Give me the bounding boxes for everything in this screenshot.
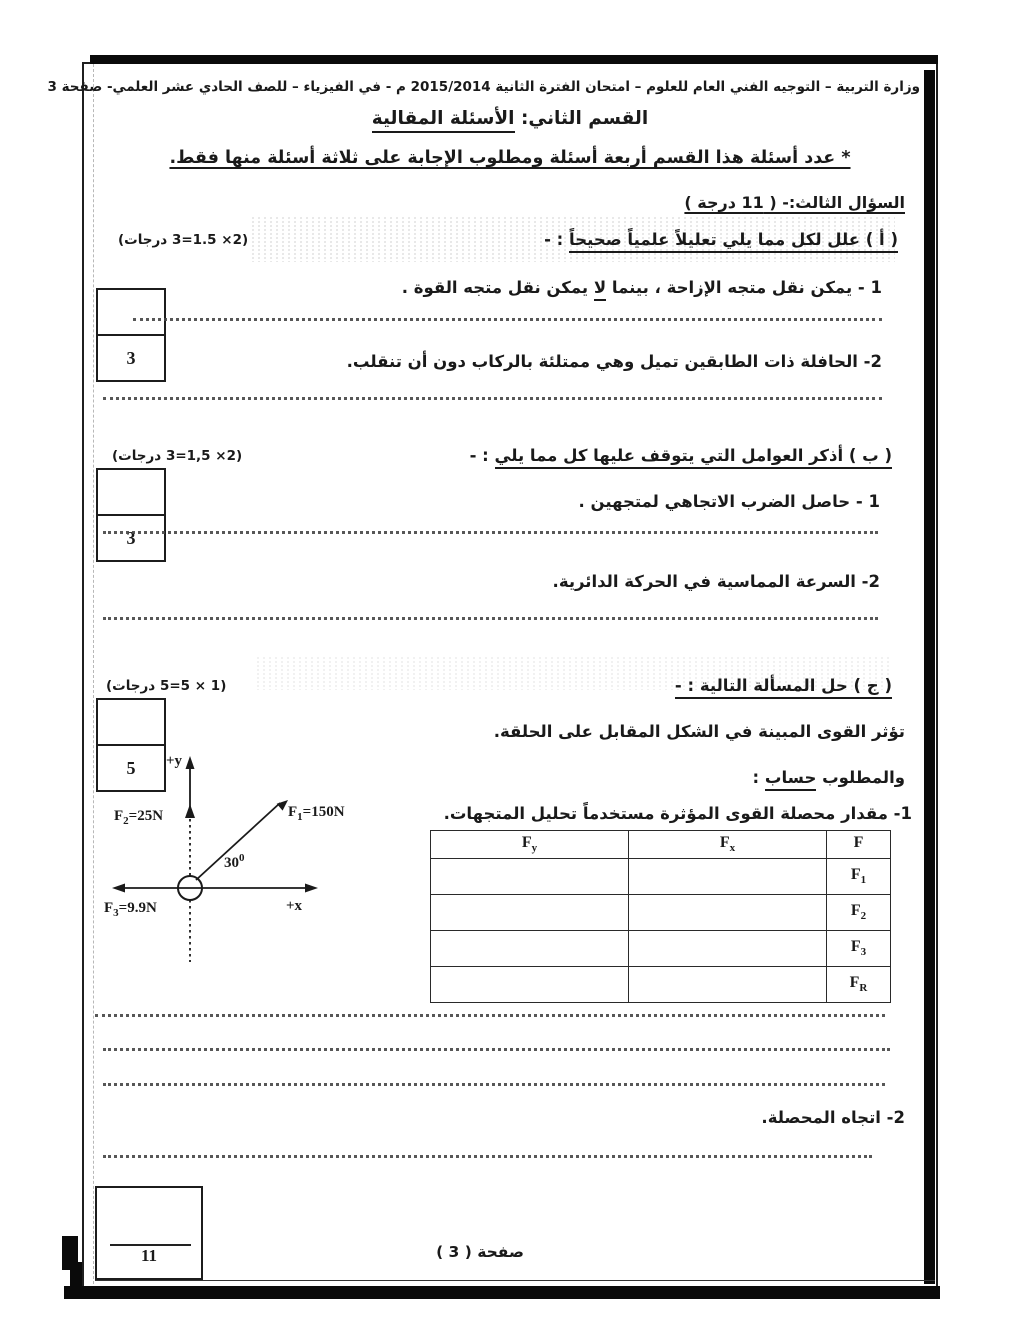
- score-box-c-empty-cell: [98, 700, 164, 744]
- part-c-label: ( ج ): [847, 676, 892, 695]
- answer-line: [103, 1155, 872, 1158]
- part-a-item-1-post: يمكن نقل متجه القوة .: [401, 278, 594, 297]
- right-border-bar: [924, 70, 935, 1284]
- part-b-marks: (2× 1,5=3 درجات): [112, 448, 243, 464]
- part-b-suffix: : -: [469, 446, 495, 465]
- row-label-f2: $F_2$: [827, 895, 891, 931]
- question-total-value: 11: [140, 1246, 158, 1265]
- part-b-heading: [470, 446, 892, 465]
- scan-mark-bottom-left-2: [70, 1262, 82, 1292]
- f2-base: F: [114, 808, 124, 824]
- fy-cell-f2: [431, 895, 629, 931]
- angle-label: [224, 852, 245, 872]
- fy-cell-fr: [431, 967, 629, 1003]
- f3-value: =9.9N: [118, 900, 157, 916]
- exam-header: وزارة التربية – التوجيه الفني العام للعلوم – امتحان الفترة الثانية 2015/2014 م - في الفيزياء – للصف الحادي عشر العلمي- صفحة 3: [47, 79, 920, 95]
- part-c-heading: [675, 676, 892, 695]
- f1-arrowhead: [277, 800, 288, 811]
- bottom-border-bar: [64, 1286, 940, 1299]
- required-underlined: حساب: [765, 768, 816, 791]
- fy-cell-f3: [431, 931, 629, 967]
- f1-value: =150N: [302, 804, 345, 820]
- part-a-item-1: [402, 278, 882, 297]
- score-box-part-a: [96, 288, 166, 382]
- left-inner-dashed-line: [93, 64, 94, 1284]
- answer-line: [103, 617, 878, 620]
- top-border-bar: [90, 55, 938, 64]
- part-a-title: علل لكل مما يلي تعليلاً علمياً صحيحاً: [569, 230, 861, 249]
- table-row: [431, 967, 891, 1003]
- angle-degree-mark: 0: [239, 852, 245, 864]
- table-row: [431, 931, 891, 967]
- fy-cell-f1: [431, 859, 629, 895]
- part-a-heading: [544, 230, 898, 249]
- question-total-box: [95, 1186, 203, 1280]
- score-box-b-empty-cell: [98, 470, 164, 514]
- bottom-thin-rule: [95, 1280, 935, 1281]
- table-header-fy: $F_y$: [431, 831, 629, 859]
- section-title-prefix: القسم الثاني:: [514, 108, 649, 129]
- f2-arrowhead: [185, 804, 195, 818]
- required-pre: والمطلوب: [816, 768, 905, 787]
- page-footer: صفحة ( 3 ): [436, 1243, 524, 1261]
- f1-force-label: [288, 804, 345, 823]
- x-axis-left-arrowhead: [112, 884, 125, 893]
- score-box-a-empty-cell: [98, 290, 164, 334]
- force-diagram: [100, 750, 340, 970]
- f2-force-label: [114, 808, 163, 827]
- answer-line: [103, 1083, 885, 1086]
- part-c-required: [753, 768, 905, 787]
- part-c-intro: تؤثر القوى المبينة في الشكل المقابل على الحلقة.: [493, 722, 905, 741]
- answer-line: [103, 397, 882, 400]
- table-header-fx: $F_x$: [629, 831, 827, 859]
- x-axis-right-arrowhead: [305, 884, 318, 893]
- f2-value: =25N: [128, 808, 164, 824]
- fx-cell-f2: [629, 895, 827, 931]
- required-suffix: :: [752, 768, 765, 787]
- row-label-fr: $F_R$: [827, 967, 891, 1003]
- table-header-row: [431, 831, 891, 859]
- row-label-f1: $F_1$: [827, 859, 891, 895]
- section-title-underlined: الأسئلة المقالية: [372, 108, 515, 133]
- part-a-suffix: : -: [544, 230, 570, 249]
- answer-line: [133, 318, 882, 321]
- part-a-item-2: 2- الحافلة ذات الطابقين تميل وهي ممتلئة بالركاب دون أن تنقلب.: [346, 352, 882, 371]
- part-c-item-1: 1- مقدار محصلة القوى المؤثرة مستخدماً تحليل المتجهات.: [443, 804, 912, 823]
- force-components-table: [430, 830, 891, 1003]
- y-axis-arrowhead: [186, 756, 195, 769]
- part-b-label: ( ب ): [843, 446, 892, 465]
- part-a-item-1-underlined: لا: [594, 278, 606, 301]
- part-a-item-1-pre: 1 - يمكن نقل متجه الإزاحة ، بينما: [606, 278, 882, 297]
- answer-line: [103, 1048, 890, 1051]
- section-note: * عدد أسئلة هذا القسم أربعة أسئلة ومطلوب الإجابة على ثلاثة أسئلة منها فقط.: [169, 148, 851, 168]
- score-box-a-value: 3: [98, 334, 164, 380]
- score-box-b-value: 3: [98, 514, 164, 560]
- table-row: [431, 895, 891, 931]
- part-b-item-2: 2- السرعة المماسية في الحركة الدائرية.: [552, 572, 880, 591]
- part-a-marks: (2× 1.5=3 درجات): [118, 232, 249, 248]
- x-axis-label: +x: [286, 898, 303, 914]
- table-header-f: F: [827, 831, 891, 859]
- score-box-c-value: 5: [98, 744, 164, 790]
- f2-sub: 2: [123, 815, 129, 827]
- f3-sub: 3: [113, 907, 119, 919]
- f3-base: F: [104, 900, 114, 916]
- fx-cell-fr: [629, 967, 827, 1003]
- answer-line: [95, 1014, 885, 1017]
- section-title: [0, 108, 1020, 129]
- f1-sub: 1: [297, 811, 303, 823]
- fx-cell-f3: [629, 931, 827, 967]
- answer-line: [103, 531, 878, 534]
- part-c-item-2: 2- اتجاه المحصلة.: [761, 1108, 905, 1127]
- f1-base: F: [288, 804, 298, 820]
- question-heading: السؤال الثالث:- ( 11 درجة ): [684, 193, 905, 212]
- part-b-item-1: 1 - حاصل الضرب الاتجاهي لمتجهين .: [578, 492, 880, 511]
- angle-number: 30: [224, 855, 239, 871]
- row-label-f3: $F_3$: [827, 931, 891, 967]
- part-b-title: أذكر العوامل التي يتوقف عليها كل مما يلي: [494, 446, 844, 465]
- score-box-part-b: [96, 468, 166, 562]
- fx-cell-f1: [629, 859, 827, 895]
- part-c-marks: (1 × 5=5 درجات): [106, 678, 227, 694]
- table-row: [431, 859, 891, 895]
- part-a-label: ( أ ): [860, 230, 898, 249]
- f3-force-label: [104, 900, 157, 919]
- part-c-title: حل المسألة التالية : -: [674, 676, 848, 695]
- y-axis-label: +y: [166, 753, 183, 769]
